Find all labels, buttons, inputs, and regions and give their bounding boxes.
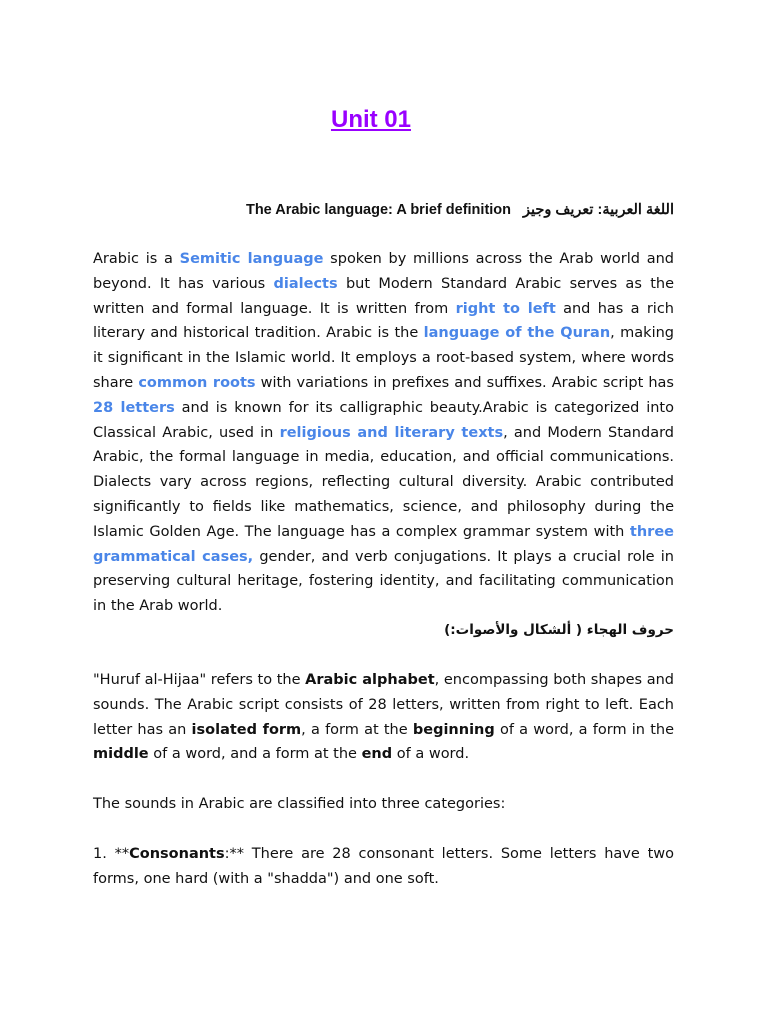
highlight-term: right to left <box>455 300 556 317</box>
sounds-intro-paragraph: The sounds in Arabic are classified into three categories: <box>93 796 506 812</box>
list-prefix: 1. ** <box>93 846 130 862</box>
huruf-text: "Huruf al-Hijaa" refers to the <box>93 672 306 688</box>
subtitle-arabic: اللغة العربية: تعريف وجيز <box>523 202 674 218</box>
consonants-paragraph <box>93 842 674 892</box>
huruf-paragraph <box>93 668 674 767</box>
section-subtitle <box>246 202 674 218</box>
intro-paragraph <box>93 247 674 619</box>
highlight-term: common roots <box>138 374 256 391</box>
huruf-text: of a word. <box>392 746 470 763</box>
intro-text: with variations in prefixes and suffixes. Arabic script has <box>255 374 674 391</box>
bold-term: beginning <box>412 721 495 738</box>
highlight-term: religious and literary texts <box>279 424 504 441</box>
highlight-term: dialects <box>273 275 338 292</box>
highlight-term: three grammatical cases, <box>93 523 674 565</box>
highlight-term: language of the Quran <box>423 325 611 342</box>
highlight-term: 28 letters <box>93 399 175 416</box>
huruf-text: , a form at the <box>301 721 413 738</box>
bold-term: Arabic alphabet <box>305 672 435 688</box>
bold-term: end <box>361 746 393 763</box>
bold-term: isolated form <box>191 721 302 738</box>
highlight-term: Semitic language <box>179 251 324 267</box>
consonants-text: :** There are 28 consonant letters. Some letters have two forms, one hard (with a "shadda") and one soft. <box>93 846 674 887</box>
huruf-text: of a word, a form in the <box>494 721 674 738</box>
subtitle-english: The Arabic language: A brief definition <box>245 202 512 218</box>
intro-text: , and Modern Standard Arabic, the formal language in media, education, and official communications. Dialects vary across regions, reflecting cultural diversity. Arabic contributed significantly to fields like mathematics, science, and philosophy during the Islamic Golden Age. The language has a complex grammar system with <box>93 424 674 540</box>
intro-text: and is known for its calligraphic beauty.Arabic is categorized into Classical Arabic, used in <box>93 399 674 441</box>
arabic-section-heading: حروف الهجاء ( ألشكال والأصوات:) <box>444 622 674 638</box>
intro-text: but Modern Standard Arabic serves as the written and formal language. It is written from <box>93 275 674 317</box>
huruf-text: , encompassing both shapes and sounds. The Arabic script consists of 28 letters, written from right to left. Each letter has an <box>93 672 674 738</box>
intro-text: spoken by millions across the Arab world and beyond. It has various <box>93 251 674 292</box>
intro-text: , making it significant in the Islamic world. It employs a root-based system, where words share <box>93 325 674 391</box>
huruf-text: of a word, and a form at the <box>148 746 362 763</box>
unit-title: Unit 01 <box>330 106 411 133</box>
intro-text: Arabic is a <box>93 251 180 267</box>
bold-term: middle <box>93 746 149 763</box>
intro-text: gender, and verb conjugations. It plays a crucial role in preserving cultural heritage, fostering identity, and facilitating communication in the Arab world. <box>93 548 674 615</box>
intro-text: and has a rich literary and historical tradition. Arabic is the <box>93 300 674 342</box>
bold-term: Consonants <box>129 846 225 862</box>
